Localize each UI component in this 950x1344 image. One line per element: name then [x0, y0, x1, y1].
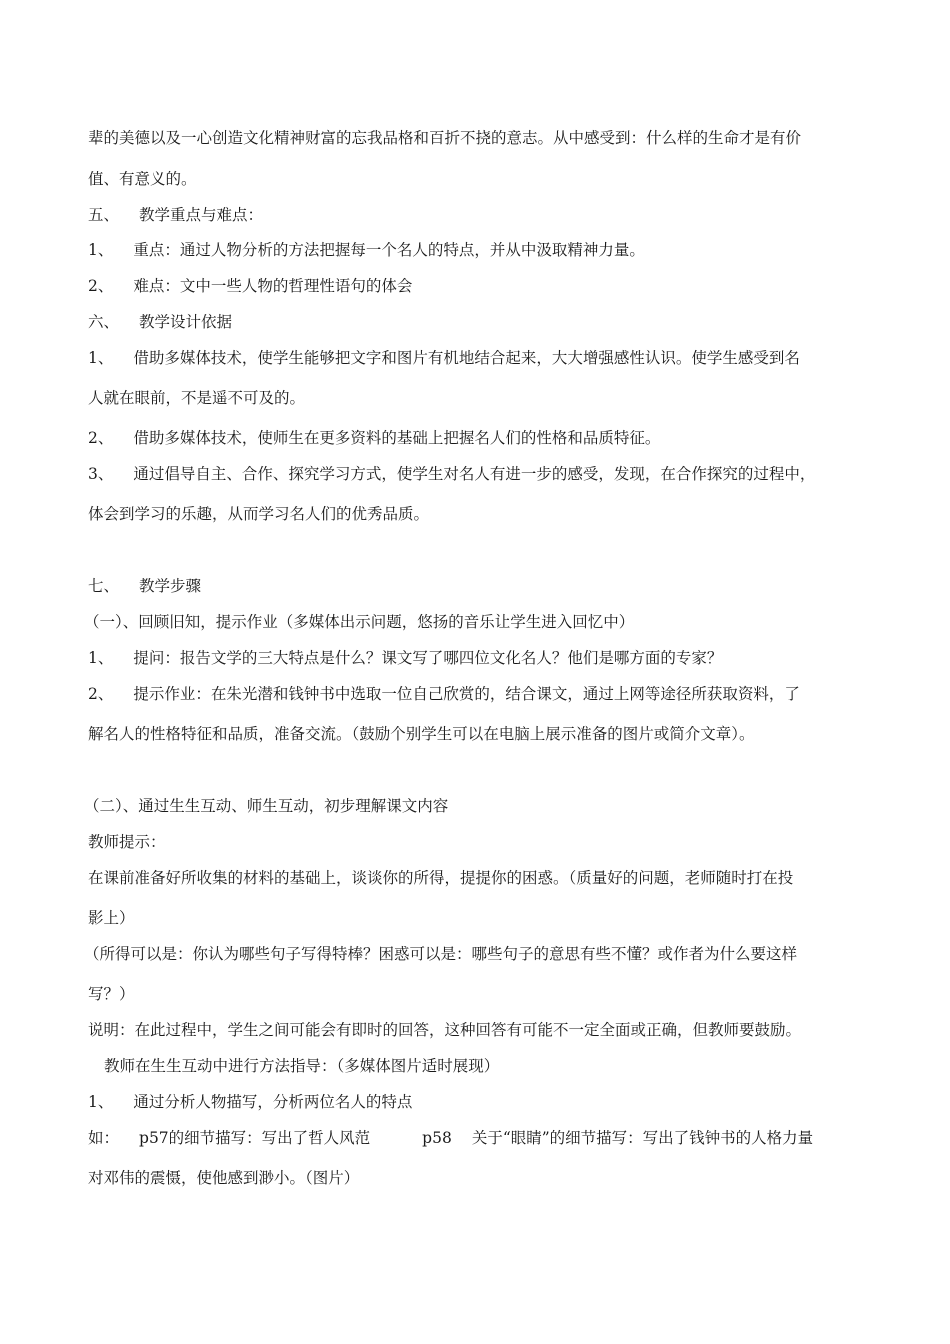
item-text: 借助多媒体技术，使学生能够把文字和图片有机地结合起来，大大增强感性认识。使学生感受到名 [133, 349, 800, 367]
text-line: 说明：在此过程中，学生之间可能会有即时的回答，这种回答有可能不一定全面或正确，但教师要鼓励。 [88, 1021, 802, 1039]
paragraph-line [88, 388, 305, 408]
item-number: 1、 [88, 649, 114, 667]
paragraph-line [88, 832, 166, 852]
item-text: 通过倡导自主、合作、探究学习方式，使学生对名人有进一步的感受，发现，在合作探究的过程中， [133, 465, 816, 483]
item-number: 2、 [88, 685, 114, 703]
text-line: 对邓伟的震慑，使他感到渺小。（图片） [88, 1169, 360, 1187]
text-line: 教师在生生互动中进行方法指导：（多媒体图片适时展现） [104, 1057, 500, 1075]
section-heading [88, 576, 201, 596]
paragraph-line [104, 1056, 499, 1076]
paragraph-line [88, 1168, 359, 1188]
item-text: 重点：通过人物分析的方法把握每一个名人的特点，并从中汲取精神力量。 [133, 241, 645, 259]
section-title: 教学设计依据 [139, 313, 233, 331]
example-text: 关于“眼睛”的细节描写：写出了钱钟书的人格力量 [471, 1129, 814, 1147]
text-line: 值、有意义的。 [88, 170, 197, 188]
item-text: 提问：报告文学的三大特点是什么？课文写了哪四位文化名人？他们是哪方面的专家？ [133, 649, 723, 667]
section-number: 五、 [88, 206, 120, 224]
item-text: 借助多媒体技术，使师生在更多资料的基础上把握名人们的性格和品质特征。 [133, 429, 661, 447]
section-heading [88, 312, 232, 332]
text-line: 在课前准备好所收集的材料的基础上，谈谈你的所得，提提你的困惑。（质量好的问题，老师随时打在投 [88, 869, 794, 887]
text-line: 写？） [88, 985, 135, 1003]
list-item [88, 684, 800, 704]
list-item [88, 428, 660, 448]
section-heading [88, 205, 263, 225]
section-title: 教学重点与难点： [139, 206, 264, 224]
subsection-title: （一）、回顾旧知，提示作业（多媒体出示问题，悠扬的音乐让学生进入回忆中） [84, 613, 635, 631]
example-label: 如： [88, 1129, 120, 1147]
list-item [88, 276, 412, 296]
list-item [88, 648, 722, 668]
text-line: 人就在眼前，不是遥不可及的。 [88, 389, 306, 407]
paragraph-line [84, 944, 797, 964]
text-line: 教师提示： [88, 833, 166, 851]
item-number: 3、 [88, 465, 114, 483]
paragraph-line [88, 724, 755, 744]
item-number: 2、 [88, 429, 114, 447]
subsection-heading [84, 612, 634, 632]
item-number: 1、 [88, 1093, 114, 1111]
item-number: 1、 [88, 241, 114, 259]
subsection-heading [84, 796, 448, 816]
item-text: 难点：文中一些人物的哲理性语句的体会 [133, 277, 413, 295]
item-number: 1、 [88, 349, 114, 367]
list-item [88, 464, 815, 484]
text-line: 体会到学习的乐趣，从而学习名人们的优秀品质。 [88, 505, 430, 523]
section-number: 六、 [88, 313, 120, 331]
page-reference: p58 [422, 1129, 452, 1147]
item-text: 通过分析人物描写，分析两位名人的特点 [133, 1093, 413, 1111]
text-line: 影上） [88, 909, 135, 927]
paragraph-line [88, 128, 801, 148]
list-item [88, 1092, 412, 1112]
paragraph-line [88, 984, 135, 1004]
list-item [88, 348, 800, 368]
section-title: 教学步骤 [139, 577, 202, 595]
text-line: （所得可以是：你认为哪些句子写得特棒？困惑可以是：哪些句子的意思有些不懂？或作者为什么要这样 [84, 945, 798, 963]
paragraph-line [88, 169, 197, 189]
subsection-title: （二）、通过生生互动、师生互动，初步理解课文内容 [84, 797, 449, 815]
paragraph-line [88, 908, 135, 928]
example-text: p57的细节描写：写出了哲人风范 [139, 1129, 371, 1147]
item-text: 提示作业：在朱光潜和钱钟书中选取一位自己欣赏的，结合课文，通过上网等途径所获取资料，了 [133, 685, 800, 703]
paragraph-line [88, 1020, 801, 1040]
text-line: 辈的美德以及一心创造文化精神财富的忘我品格和百折不挠的意志。从中感受到：什么样的生命才是有价 [88, 129, 802, 147]
section-number: 七、 [88, 577, 120, 595]
example-line [88, 1128, 813, 1148]
paragraph-line [88, 504, 429, 524]
list-item [88, 240, 645, 260]
text-line: 解名人的性格特征和品质，准备交流。（鼓励个别学生可以在电脑上展示准备的图片或简介文章）。 [88, 725, 755, 743]
item-number: 2、 [88, 277, 114, 295]
paragraph-line [88, 868, 793, 888]
